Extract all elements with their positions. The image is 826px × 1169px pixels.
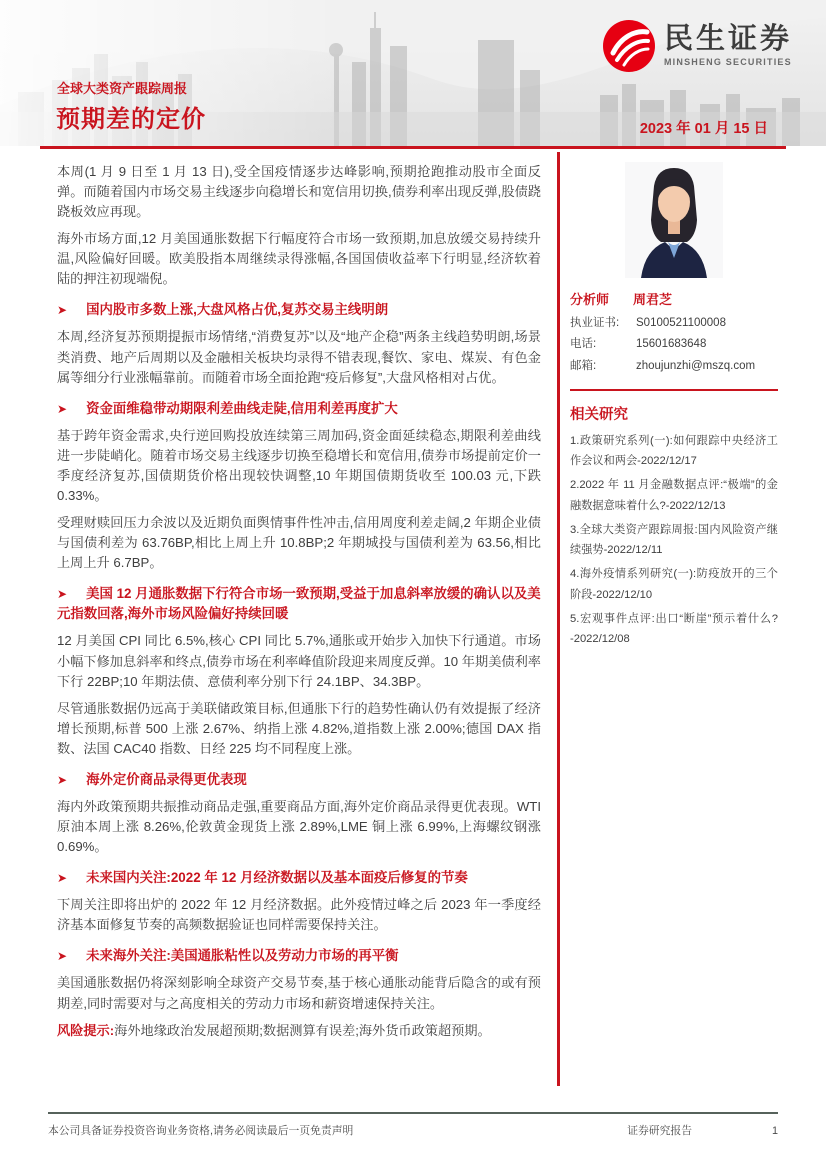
analyst-info	[570, 315, 778, 375]
related-research-item: 5.宏观事件点评:出口“断崖”预示着什么?-2022/12/08	[570, 612, 778, 646]
arrow-bullet-icon: ➤	[57, 949, 68, 964]
risk-text: 海外地缘政治发展超预期;数据测算有误差;海外货币政策超预期。	[114, 1022, 491, 1038]
arrow-bullet-icon: ➤	[57, 772, 68, 787]
related-research-item: 1.政策研究系列(一):如何跟踪中央经济工作会议和两会-2022/12/17	[570, 434, 778, 468]
page-number: 1	[771, 1125, 778, 1137]
analyst-info-label: 邮箱:	[570, 359, 597, 372]
header-divider	[40, 146, 786, 149]
arrow-bullet-icon: ➤	[57, 401, 68, 416]
arrow-bullet-icon: ➤	[57, 587, 68, 602]
minsheng-logo-text	[664, 25, 792, 67]
section-heading	[57, 399, 541, 419]
body-paragraph: 基于跨年资金需求,央行逆回购投放连续第三周加码,资金面延续稳态,期限利差曲线进一步陡峭化。随着市场交易主线逐步切换至稳增长和宽信用,债券市场提前定价一季度经济复苏,国债期货价格出现较快调整,10 年期国债期货收至 100.03 元,下跌 0.33%。	[57, 427, 541, 503]
section-heading	[57, 946, 541, 966]
section-heading-text: 未来国内关注:2022 年 12 月经济数据以及基本面疫后修复的节奏	[86, 870, 468, 886]
analyst-info-row	[570, 315, 778, 332]
related-research-item: 3.全球大类资产跟踪周报:国内风险资产继续强势-2022/12/11	[570, 523, 778, 557]
column-divider	[557, 152, 560, 1086]
related-research-list	[570, 431, 778, 650]
body-paragraph: 下周关注即将出炉的 2022 年 12 月经济数据。此外疫情过峰之后 2023 年一季度经济基本面修复节奏的高频数据验证也同样需要保持关注。	[57, 897, 541, 933]
related-research-title: 相关研究	[570, 406, 628, 423]
minsheng-swoosh-icon	[603, 20, 655, 72]
footer-disclaimer: 本公司具备证券投资咨询业务资格,请务必阅读最后一页免责声明	[48, 1125, 354, 1137]
analyst-info-label: 执业证书:	[570, 317, 620, 329]
section-heading-text: 未来海外关注:美国通胀粘性以及劳动力市场的再平衡	[86, 948, 399, 964]
section-heading	[57, 868, 541, 888]
body-paragraph: 海内外政策预期共振推动商品走强,重要商品方面,海外定价商品录得更优表现。WTI 原油本周上涨 8.26%,伦敦黄金现货上涨 2.89%,LME 铜上涨 6.99%,上海螺纹钢涨 0.69%。	[57, 798, 541, 855]
page-footer	[48, 1112, 778, 1138]
analyst-portrait-image	[625, 162, 723, 278]
sidebar	[570, 160, 778, 653]
analyst-info-row	[570, 358, 778, 375]
report-series-label: 全球大类资产跟踪周报	[57, 81, 188, 96]
sidebar-divider	[570, 389, 778, 391]
section-heading-text: 美国 12 月通胀数据下行符合市场一致预期,受益于加息斜率放缓的确认以及美元指数回落,海外市场风险偏好持续回暖	[57, 586, 541, 622]
analyst-role-label: 分析师	[570, 292, 610, 307]
body-paragraph: 12 月美国 CPI 同比 6.5%,核心 CPI 同比 5.7%,通胀或开始步入加快下行通道。市场小幅下修加息斜率和终点,债券市场在利率峰值阶段迎来周度反弹。10 年期美债利率下行 22BP;10 年期法债、意债利率分别下行 24.1BP、34.3BP。	[57, 633, 541, 689]
body-paragraph: 海外市场方面,12 月美国通胀数据下行幅度符合市场一致预期,加息放缓交易持续升温,风险偏好回暖。欧美股指本周继续录得涨幅,各国国债收益率下行明显,经济软着陆的押注初现端倪。	[57, 231, 541, 287]
risk-label: 风险提示:	[57, 1022, 115, 1038]
analyst-header	[570, 289, 778, 308]
body-paragraph: 尽管通胀数据仍远高于美联储政策目标,但通胀下行的趋势性确认仍有效提振了经济增长预期,标普 500 上涨 2.67%、纳指上涨 4.82%,道指数上涨 2.00%;德国 DAX 指数、法国 CAC40 指数、日经 225 均不同程度上涨。	[57, 700, 541, 756]
analyst-name: 周君芝	[633, 292, 673, 307]
analyst-info-value: 15601683648	[636, 338, 707, 351]
analyst-info-label: 电话:	[570, 338, 597, 351]
section-heading-text: 资金面维稳带动期限利差曲线走陡,信用利差再度扩大	[86, 400, 398, 416]
arrow-bullet-icon: ➤	[57, 871, 68, 886]
body-paragraph: 本周(1 月 9 日至 1 月 13 日),受全国疫情逐步达峰影响,预期抢跑推动股市全面反弹。而随着国内市场交易主线逐步向稳增长和宽信用切换,债券利率出现反弹,股债跷跷板效应再现。	[57, 164, 541, 220]
analyst-info-value: S0100521100008	[636, 317, 726, 329]
risk-paragraph	[57, 1021, 541, 1041]
section-heading-text: 海外定价商品录得更优表现	[86, 771, 247, 787]
article-body	[57, 162, 541, 1048]
minsheng-logo	[603, 20, 792, 72]
section-heading	[57, 584, 541, 624]
footer-report-type: 证券研究报告	[627, 1125, 692, 1137]
section-heading	[57, 300, 541, 320]
related-research-item: 2.2022 年 11 月金融数据点评:“极端”的金融数据意味着什么?-2022/12/13	[570, 479, 778, 512]
body-paragraph: 美国通胀数据仍将深刻影响全球资产交易节奏,基于核心通胀动能背后隐含的或有预期差,同时需要对与之高度相关的劳动力市场和薪资增速保持关注。	[57, 975, 541, 1011]
arrow-bullet-icon: ➤	[57, 303, 68, 318]
logo-name-en: MINSHENG SECURITIES	[663, 57, 792, 67]
section-heading-text: 国内股市多数上涨,大盘风格占优,复苏交易主线明朗	[86, 302, 389, 318]
section-heading	[57, 770, 541, 790]
body-paragraph: 受理财赎回压力余波以及近期负面舆情事件性冲击,信用周度利差走阔,2 年期企业债与国债利差为 63.76BP,相比上周上升 10.8BP;2 年期城投与国债利差为 63.56,相比上周上升 6.7BP。	[57, 515, 541, 571]
analyst-info-value: zhoujunzhi@mszq.com	[636, 359, 756, 372]
logo-name-cn: 民生证券	[663, 23, 792, 55]
analyst-info-row	[570, 336, 778, 353]
report-title: 预期差的定价	[56, 106, 206, 133]
report-date: 2023 年 01 月 15 日	[639, 121, 768, 137]
report-header	[0, 0, 826, 146]
related-research-item: 4.海外疫情系列研究(一):防疫放开的三个阶段-2022/12/10	[570, 568, 778, 601]
body-paragraph: 本周,经济复苏预期提振市场情绪,“消费复苏”以及“地产企稳”两条主线趋势明朗,场景类消费、地产后周期以及金融相关板块均录得不错表现,餐饮、家电、煤炭、有色金属等细分行业涨幅靠前。而随着市场全面抢跑“疫后修复”,大盘风格相对占优。	[57, 329, 541, 385]
